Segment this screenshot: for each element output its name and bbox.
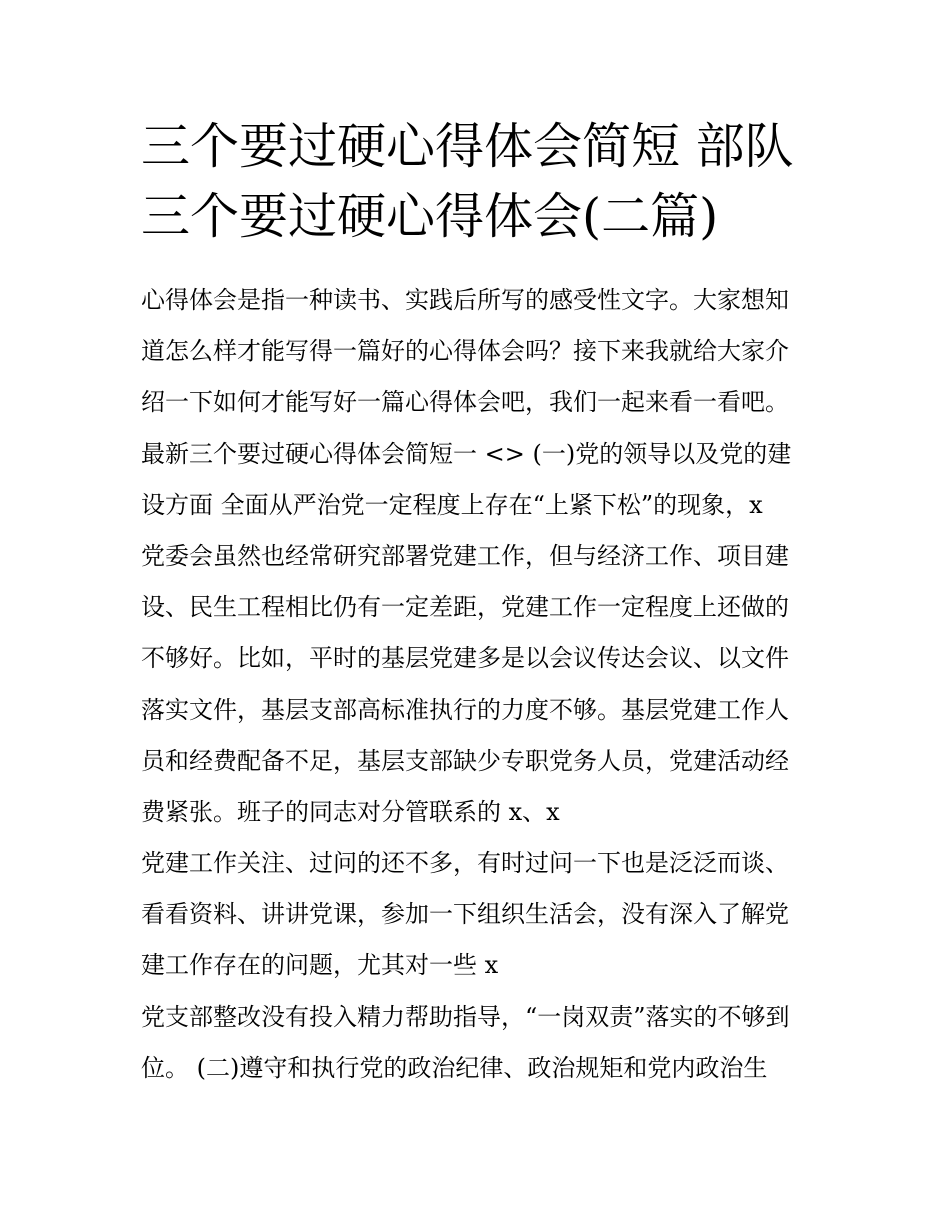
title-line-1: 三个要过硬心得体会简短 部队 [141, 118, 794, 175]
title-line-2: 三个要过硬心得体会(二篇) [141, 188, 719, 245]
body-line: 绍一下如何才能写好一篇心得体会吧，我们一起来看一看吧。 [141, 388, 789, 417]
body-line: 设方面 全面从严治党一定程度上存在“上紧下松”的现象，x [141, 490, 763, 519]
body-line: 费紧张。班子的同志对分管联系的 x、x [141, 797, 560, 826]
body-line: 党建工作关注、过问的还不多，有时过问一下也是泛泛而谈、 [141, 849, 789, 878]
body-line: 看看资料、讲讲党课，参加一下组织生活会，没有深入了解党 [141, 900, 789, 929]
body-line: 建工作存在的问题，尤其对一些 x [141, 951, 499, 980]
body-line: 党支部整改没有投入精力帮助指导，“一岗双责”落实的不够到 [141, 1002, 790, 1031]
document-title [141, 112, 841, 252]
body-line: 最新三个要过硬心得体会简短一 <> (一)党的领导以及党的建 [141, 439, 792, 468]
body-line: 落实文件，基层支部高标准执行的力度不够。基层党建工作人 [141, 695, 789, 724]
body-line: 位。 (二)遵守和执行党的政治纪律、政治规矩和党内政治生 [141, 1053, 768, 1082]
body-line: 不够好。比如，平时的基层党建多是以会议传达会议、以文件 [141, 644, 789, 673]
body-line: 设、民生工程相比仍有一定差距，党建工作一定程度上还做的 [141, 593, 789, 622]
body-line: 员和经费配备不足，基层支部缺少专职党务人员，党建活动经 [141, 746, 789, 775]
body-line: 党委会虽然也经常研究部署党建工作，但与经济工作、项目建 [141, 541, 789, 570]
document-body [141, 278, 841, 1097]
body-line: 心得体会是指一种读书、实践后所写的感受性文字。大家想知 [141, 286, 789, 314]
body-line: 道怎么样才能写得一篇好的心得体会吗？接下来我就给大家介 [141, 337, 789, 366]
